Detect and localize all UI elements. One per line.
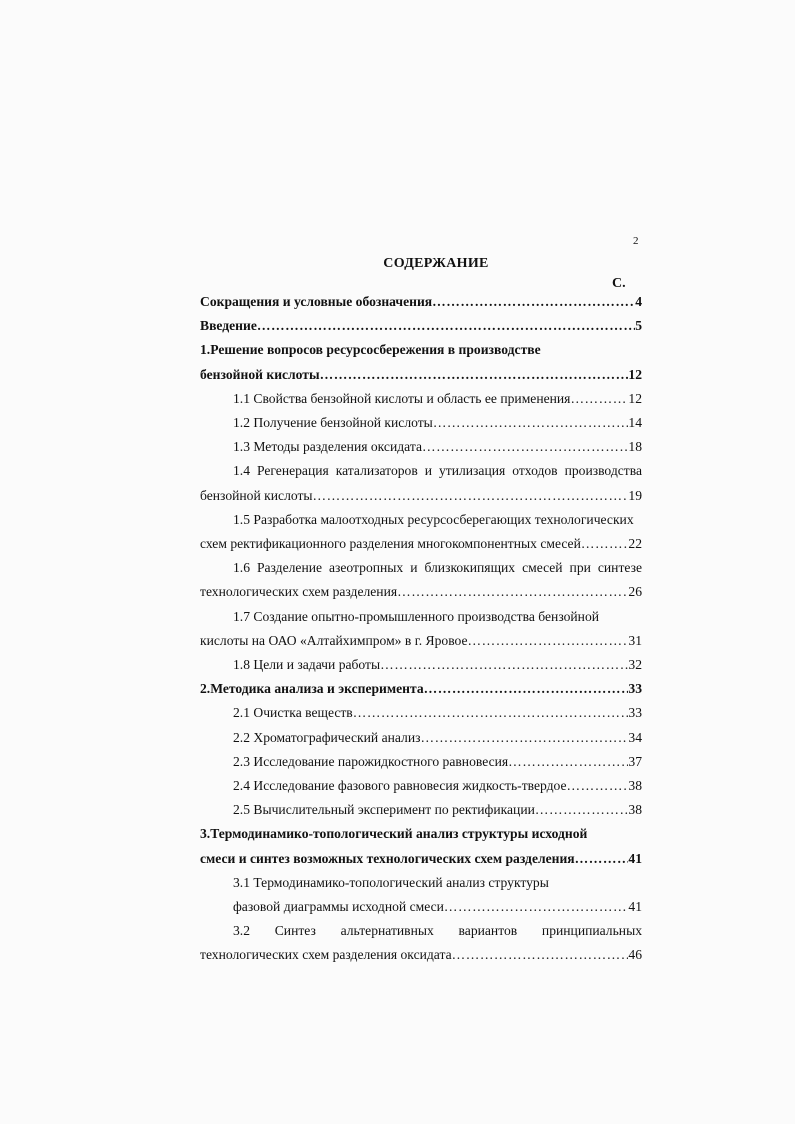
toc-entry-page: 33: [628, 681, 642, 697]
toc-entry-title: Сокращения и условные обозначения: [200, 294, 433, 309]
toc-entry: [200, 314, 642, 338]
toc-entry: [200, 726, 642, 750]
toc-entry-title: Введение: [200, 318, 257, 334]
toc-entry-page: 31: [628, 632, 642, 648]
toc-entry-page: 33: [628, 705, 642, 721]
toc-entry: [200, 701, 642, 725]
toc-entry-page: 32: [628, 657, 642, 673]
toc-entry-title: 1.4 Регенерация катализаторов и утилизация отходов производства: [233, 463, 642, 479]
page-column-label: С.: [612, 276, 626, 291]
toc-entry: [200, 556, 642, 604]
page-number: 2: [633, 235, 639, 247]
toc-entry: [200, 677, 642, 701]
toc-entry: [200, 459, 642, 507]
toc-entry-title: 2.2 Хроматографический анализ: [233, 729, 421, 745]
toc-entry-page: 41: [628, 899, 642, 915]
toc-entry-title-cont: технологических схем разделения оксидата: [200, 947, 452, 963]
toc-entry-title: 1.1 Свойства бензойной кислоты и область ее применения: [233, 390, 571, 406]
toc-entry-title-cont: бензойной кислоты: [200, 487, 313, 503]
toc-entry-page: 14: [628, 415, 642, 431]
toc-entry-page: 26: [628, 584, 642, 600]
toc-entry-title: 2.5 Вычислительный эксперимент по ректификации: [233, 802, 535, 818]
toc-entry-title-cont: схем ректификационного разделения многокомпонентных смесей: [200, 536, 581, 552]
toc-entry: [200, 822, 642, 870]
toc-entry: [200, 411, 642, 435]
toc-entry-title: 1.6 Разделение азеотропных и близкокипящих смесей при синтезе: [233, 560, 642, 576]
toc-entry-page: 18: [628, 439, 642, 455]
page-title: СОДЕРЖАНИЕ: [383, 256, 489, 271]
toc-entry-title: 2.Методика анализа и эксперимента: [200, 681, 424, 697]
toc-entry: [200, 774, 642, 798]
toc-entry-title: 1.Решение вопросов ресурсосбережения в производстве: [200, 342, 541, 358]
toc-entry-title: 3.Термодинамико-топологический анализ структуры исходной: [200, 826, 588, 842]
toc-entry: [200, 605, 642, 653]
toc-entry-title: 2.4 Исследование фазового равновесия жидкость-твердое: [233, 778, 567, 794]
toc-entry: [200, 798, 642, 822]
toc-entry-page: 22: [628, 536, 642, 552]
toc-entry-title: 2.1 Очистка веществ: [233, 705, 353, 721]
toc-entry-title: 2.3 Исследование парожидкостного равновесия: [233, 753, 509, 769]
toc-entry-title: 1.2 Получение бензойной кислоты: [233, 415, 433, 431]
toc-entry-page: 38: [628, 778, 642, 794]
toc-entry-title-cont: бензойной кислоты: [200, 366, 320, 382]
toc-entry-page: 12: [628, 366, 642, 382]
toc-entry-title: 1.7 Создание опытно-промышленного производства бензойной: [233, 608, 600, 624]
toc-entry-page: 4: [635, 294, 642, 309]
toc-entry-page: 5: [635, 318, 642, 334]
table-of-contents: [200, 290, 642, 968]
toc-entry-page: 38: [628, 802, 642, 818]
toc-entry: [200, 919, 642, 967]
toc-entry-page: 19: [628, 487, 642, 503]
toc-entry-page: 46: [628, 947, 642, 963]
toc-entry: [200, 653, 642, 677]
toc-entry: [200, 435, 642, 459]
toc-entry: [200, 871, 642, 919]
toc-entry: [200, 338, 642, 386]
toc-entry-title-cont: технологических схем разделения: [200, 584, 398, 600]
toc-entry-page: 34: [628, 729, 642, 745]
toc-entry-title-cont: фазовой диаграммы исходной смеси: [233, 899, 444, 915]
toc-entry-title: 1.8 Цели и задачи работы: [233, 657, 381, 673]
toc-entry-title: 3.1 Термодинамико-топологический анализ структуры: [233, 874, 549, 890]
toc-entry-title-cont: смеси и синтез возможных технологических схем разделения: [200, 850, 575, 866]
toc-entry: [200, 290, 642, 314]
toc-entry-title-cont: кислоты на ОАО «Алтайхимпром» в г. Яровое: [200, 632, 468, 648]
toc-entry: [200, 750, 642, 774]
toc-entry: [200, 387, 642, 411]
toc-entry-page: 12: [628, 390, 642, 406]
toc-entry-page: 37: [628, 753, 642, 769]
toc-entry-title: 1.5 Разработка малоотходных ресурсосберегающих технологических: [233, 511, 634, 527]
toc-entry-title: 1.3 Методы разделения оксидата: [233, 439, 422, 455]
toc-entry-title: 3.2 Синтез альтернативных вариантов принципиальных: [233, 923, 642, 939]
toc-entry-page: 41: [628, 850, 642, 866]
toc-entry: [200, 508, 642, 556]
